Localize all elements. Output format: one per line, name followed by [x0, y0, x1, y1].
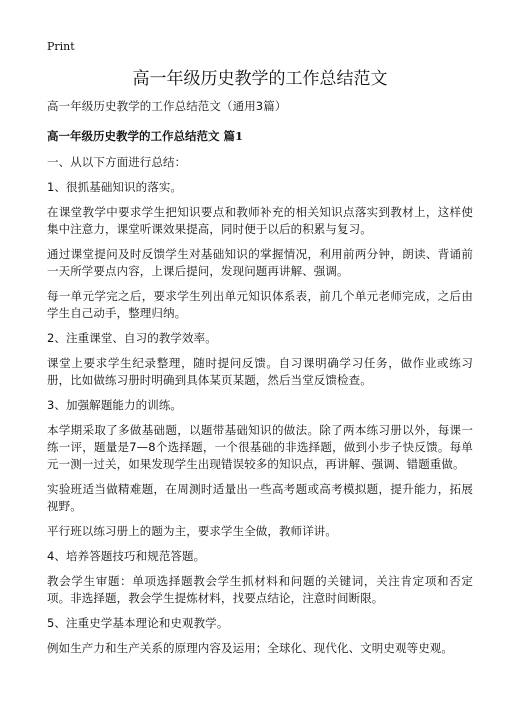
paragraph: 例如生产力和生产关系的原理内容及运用；全球化、现代化、文明史观等史观。 [47, 641, 453, 655]
paragraph: 课堂上要求学生纪录整理，随时提问反馈。自习课明确学习任务，做作业或练习册，比如做练习册时明确到具体某页某题，然后当堂反馈检查。 [47, 356, 473, 387]
paragraph: 平行班以练习册上的题为主，要求学生全做，教师详讲。 [47, 524, 337, 538]
list-item: 一、从以下方面进行总结： [47, 155, 187, 169]
paragraph: 通过课堂提问及时反馈学生对基础知识的掌握情况，利用前两分钟，朗读、背诵前一天所学要点内容，上课后提问，发现问题再讲解、强调。 [47, 247, 473, 278]
list-item: 3、加强解题能力的训练。 [47, 398, 183, 412]
page-title: 高一年级历史教学的工作总结范文 [132, 69, 388, 89]
list-item: 1、很抓基础知识的落实。 [47, 180, 183, 194]
document-body [47, 98, 473, 665]
list-item: 5、注重史学基本理论和史观教学。 [47, 616, 229, 630]
section-heading: 高一年级历史教学的工作总结范文 篇1 [47, 129, 244, 143]
paragraph: 教会学生审题：单项选择题教会学生抓材料和问题的关键词，关注肯定项和否定项。非选择题，教会学生提炼材料，找要点结论，注意时间断限。 [47, 574, 473, 605]
list-item: 2、注重课堂、自习的教学效率。 [47, 331, 217, 345]
print-link[interactable]: Print [47, 40, 75, 53]
paragraph: 在课堂教学中要求学生把知识要点和教师补充的相关知识点落实到教材上，这样使集中注意力，课堂听课效果提高，同时便于以后的积累与复习。 [47, 205, 473, 236]
document-subtitle: 高一年级历史教学的工作总结范文（通用3篇） [47, 99, 287, 113]
list-item: 4、培养答题技巧和规范答题。 [47, 549, 206, 563]
paragraph: 本学期采取了多做基础题，以题带基础知识的做法。除了两本练习册以外，每课一练一评，题量是7—8个选择题，一个很基础的非选择题，做到小步子快反馈。每单元一测一过关，如果发现学生出现错误较多的知识点，再讲解、强调、错题重做。 [47, 423, 473, 471]
paragraph: 实验班适当做精难题，在周测时适量出一些高考题或高考模拟题，提升能力，拓展视野。 [47, 482, 473, 513]
paragraph: 每一单元学完之后，要求学生列出单元知识体系表，前几个单元老师完成，之后由学生自己动手，整理归纳。 [47, 289, 473, 320]
